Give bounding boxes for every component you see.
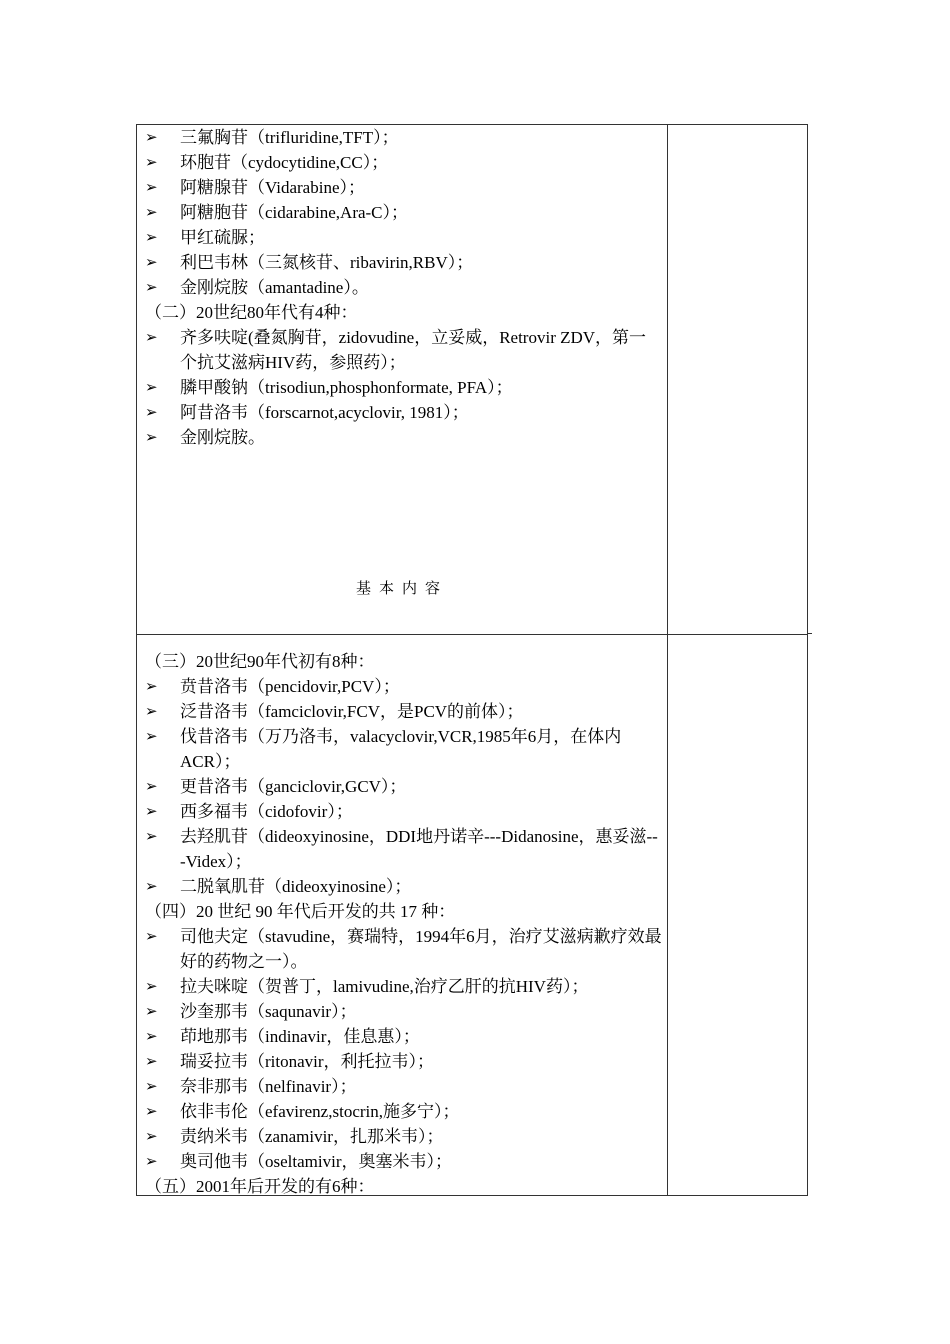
arrow-bullet-icon: ➢ bbox=[145, 153, 158, 171]
list-item bbox=[145, 1024, 663, 1049]
arrow-bullet-icon: ➢ bbox=[145, 777, 158, 795]
arrow-bullet-icon: ➢ bbox=[145, 1002, 158, 1020]
list-item-text: 茚地那韦（indinavir，佳息惠）； bbox=[180, 1027, 420, 1046]
list-item-text: 责纳米韦（zanamivir，扎那米韦）； bbox=[180, 1127, 444, 1146]
list-item-text: 金刚烷胺。 bbox=[180, 428, 265, 447]
content-cell bbox=[145, 649, 663, 1199]
list-item bbox=[145, 1049, 663, 1074]
arrow-bullet-icon: ➢ bbox=[145, 128, 158, 146]
list-item bbox=[145, 250, 663, 275]
list-item-text: 司他夫定（stavudine，赛瑞特，1994年6月，治疗艾滋病歉疗效最好的药物之一）。 bbox=[180, 927, 662, 971]
list-item bbox=[145, 774, 663, 799]
arrow-bullet-icon: ➢ bbox=[145, 253, 158, 271]
arrow-bullet-icon: ➢ bbox=[145, 977, 158, 995]
list-item-text: 沙奎那韦（saqunavir）； bbox=[180, 1002, 357, 1021]
list-item bbox=[145, 125, 663, 150]
list-item-text: 利巴韦林（三氮核苷、ribavirin,RBV）； bbox=[180, 253, 474, 272]
list-item bbox=[145, 1149, 663, 1174]
arrow-bullet-icon: ➢ bbox=[145, 727, 158, 745]
list-item-text: 贲昔洛韦（pencidovir,PCV）； bbox=[180, 677, 400, 696]
list-item bbox=[145, 325, 663, 375]
arrow-bullet-icon: ➢ bbox=[145, 677, 158, 695]
list-item bbox=[145, 1099, 663, 1124]
section-heading: （五）2001年后开发的有6种： bbox=[145, 1177, 375, 1196]
table-bottom bbox=[136, 634, 808, 1196]
arrow-bullet-icon: ➢ bbox=[145, 1077, 158, 1095]
arrow-bullet-icon: ➢ bbox=[145, 428, 158, 446]
list-item-text: 金刚烷胺（amantadine）。 bbox=[180, 278, 369, 297]
list-item-text: 依非韦伦（efavirenz,stocrin,施多宁）； bbox=[180, 1102, 460, 1121]
list-item-text: 奥司他韦（oseltamivir，奥塞米韦）； bbox=[180, 1152, 452, 1171]
list-item bbox=[145, 1124, 663, 1149]
list-item bbox=[145, 200, 663, 225]
table-border-stub bbox=[808, 633, 812, 634]
arrow-bullet-icon: ➢ bbox=[145, 1127, 158, 1145]
arrow-bullet-icon: ➢ bbox=[145, 328, 158, 346]
list-item-text: 阿糖腺苷（Vidarabine）； bbox=[180, 178, 365, 197]
arrow-bullet-icon: ➢ bbox=[145, 1027, 158, 1045]
list-item-text: 三氟胸苷（trifluridine,TFT）； bbox=[180, 128, 399, 147]
arrow-bullet-icon: ➢ bbox=[145, 1052, 158, 1070]
list-item bbox=[145, 150, 663, 175]
list-item-text: 环胞苷（cydocytidine,CC）； bbox=[180, 153, 389, 172]
arrow-bullet-icon: ➢ bbox=[145, 278, 158, 296]
list-item-text: 伐昔洛韦（万乃洛韦，valacyclovir,VCR,1985年6月，在体内ACR）； bbox=[180, 727, 622, 771]
list-item bbox=[145, 874, 663, 899]
list-item-text: 瑞妥拉韦（ritonavir，利托拉韦）； bbox=[180, 1052, 435, 1071]
section-heading: （三）20世纪90年代初有8种： bbox=[145, 652, 375, 671]
list-item bbox=[145, 1074, 663, 1099]
list-item-text: 西多福韦（cidofovir）； bbox=[180, 802, 353, 821]
table-top bbox=[136, 124, 808, 635]
list-item bbox=[145, 425, 663, 450]
arrow-bullet-icon: ➢ bbox=[145, 178, 158, 196]
arrow-bullet-icon: ➢ bbox=[145, 403, 158, 421]
list-item bbox=[145, 375, 663, 400]
arrow-bullet-icon: ➢ bbox=[145, 203, 158, 221]
arrow-bullet-icon: ➢ bbox=[145, 877, 158, 895]
list-item bbox=[145, 699, 663, 724]
list-item bbox=[145, 974, 663, 999]
arrow-bullet-icon: ➢ bbox=[145, 378, 158, 396]
section-heading: （二）20世纪80年代有4种： bbox=[145, 303, 358, 322]
list-item bbox=[145, 999, 663, 1024]
arrow-bullet-icon: ➢ bbox=[145, 1102, 158, 1120]
list-item-text: 奈非那韦（nelfinavir）； bbox=[180, 1077, 357, 1096]
content-cell bbox=[145, 125, 663, 450]
list-item-text: 阿昔洛韦（forscarnot,acyclovir, 1981）； bbox=[180, 403, 469, 422]
column-divider bbox=[667, 635, 668, 1195]
list-item-text: 去羟肌苷（dideoxyinosine，DDI地丹诺辛---Didanosine，惠妥滋---Videx）； bbox=[180, 827, 658, 871]
list-item-text: 阿糖胞苷（cidarabine,Ara-C）； bbox=[180, 203, 409, 222]
list-item bbox=[145, 724, 663, 774]
list-item bbox=[145, 799, 663, 824]
list-item bbox=[145, 400, 663, 425]
list-item-text: 拉夫咪啶（贺普丁，lamivudine,治疗乙肝的抗HIV药）； bbox=[180, 977, 589, 996]
arrow-bullet-icon: ➢ bbox=[145, 702, 158, 720]
list-item bbox=[145, 175, 663, 200]
list-item-text: 膦甲酸钠（trisodiun,phosphonformate, PFA）； bbox=[180, 378, 513, 397]
list-item-text: 更昔洛韦（ganciclovir,GCV）； bbox=[180, 777, 407, 796]
arrow-bullet-icon: ➢ bbox=[145, 927, 158, 945]
list-item-text: 齐多呋啶(叠氮胸苷，zidovudine，立妥威，Retrovir ZDV，第一个抗艾滋病HIV药，参照药）； bbox=[180, 328, 647, 372]
list-item bbox=[145, 275, 663, 300]
arrow-bullet-icon: ➢ bbox=[145, 802, 158, 820]
list-item bbox=[145, 924, 663, 974]
list-item bbox=[145, 225, 663, 250]
list-item bbox=[145, 824, 663, 874]
list-item-text: 泛昔洛韦（famciclovir,FCV，是PCV的前体）； bbox=[180, 702, 524, 721]
arrow-bullet-icon: ➢ bbox=[145, 1152, 158, 1170]
section-heading: （四）20 世纪 90 年代后开发的共 17 种： bbox=[145, 902, 456, 921]
list-item-text: 甲红硫脲； bbox=[180, 228, 265, 247]
caption-basic-content: 基本内容 bbox=[355, 581, 448, 597]
list-item-text: 二脱氧肌苷（dideoxyinosine）； bbox=[180, 877, 412, 896]
arrow-bullet-icon: ➢ bbox=[145, 228, 158, 246]
arrow-bullet-icon: ➢ bbox=[145, 827, 158, 845]
column-divider bbox=[667, 125, 668, 634]
list-item bbox=[145, 674, 663, 699]
